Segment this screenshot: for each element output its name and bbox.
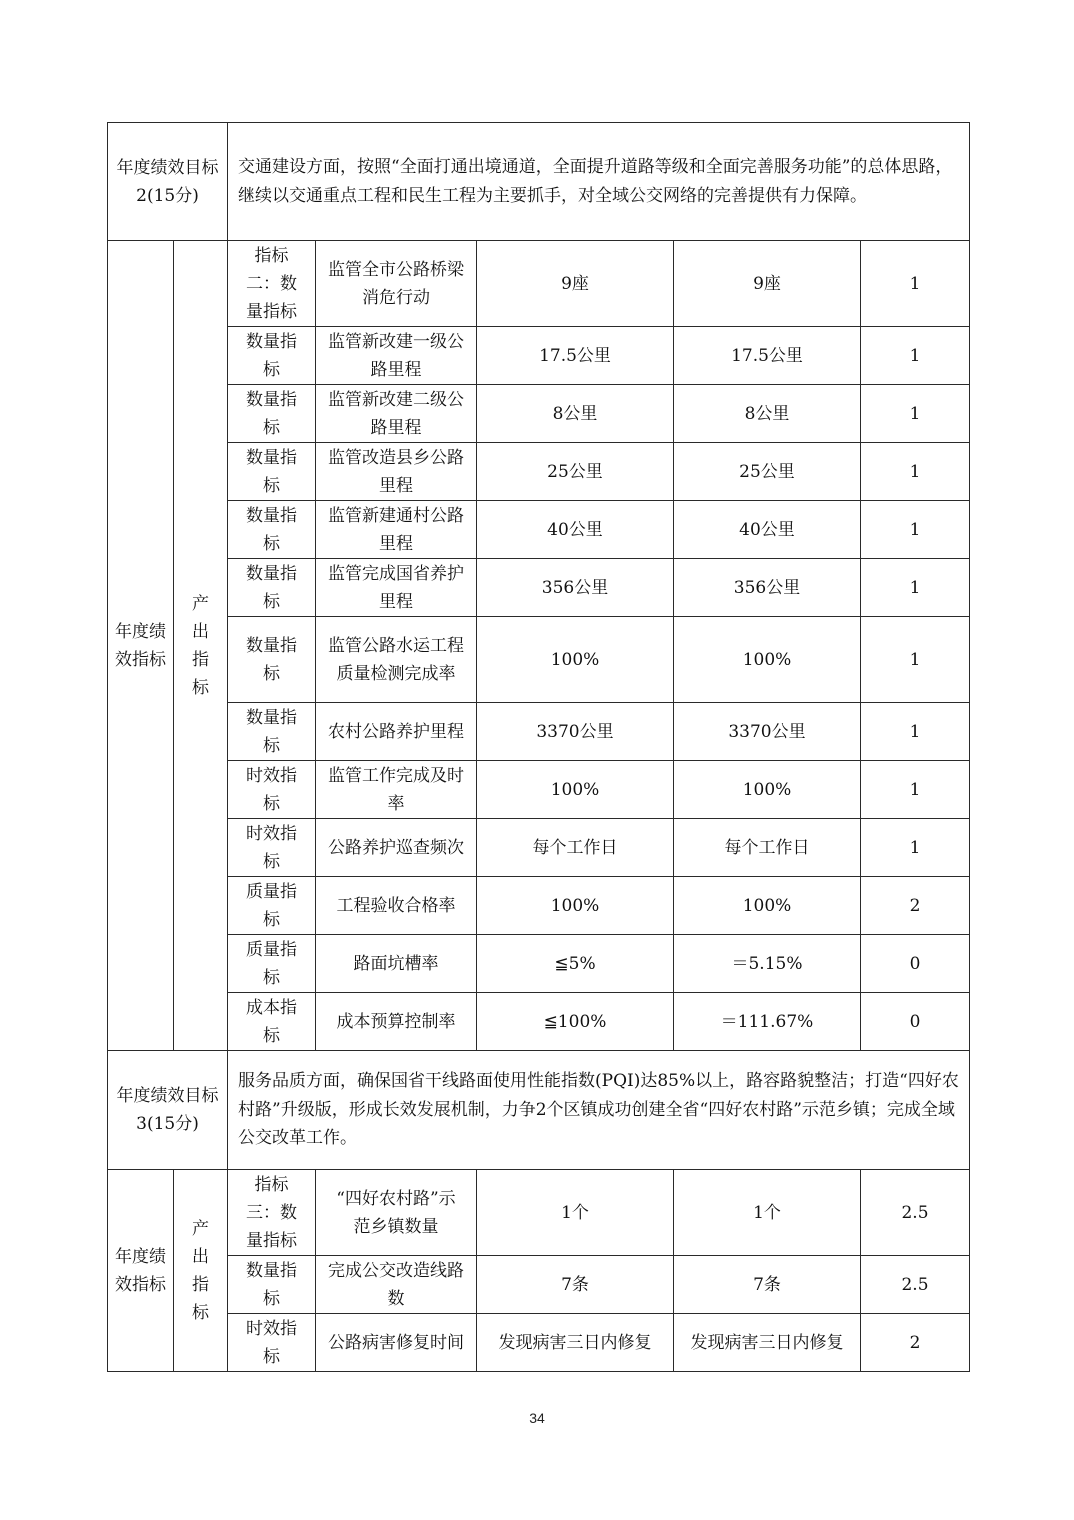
score-value: 1 [861, 819, 970, 877]
indicator-type: 数量指标 [228, 703, 316, 761]
target-value: 9座 [477, 241, 674, 327]
target-value: 8公里 [477, 385, 674, 443]
target-value: 每个工作日 [477, 819, 674, 877]
score-value: 2.5 [861, 1170, 970, 1256]
goal-row [108, 1051, 970, 1170]
score-value: 1 [861, 761, 970, 819]
indicator-name: 工程验收合格率 [316, 877, 477, 935]
target-value: 356公里 [477, 559, 674, 617]
target-value: 1个 [477, 1170, 674, 1256]
goal-description: 交通建设方面，按照“全面打通出境通道，全面提升道路等级和全面完善服务功能”的总体思路，继续以交通重点工程和民生工程为主要抓手，对全域公交网络的完善提供有力保障。 [228, 123, 970, 241]
score-value: 1 [861, 385, 970, 443]
indicator-name: 监管公路水运工程质量检测完成率 [316, 617, 477, 703]
target-value: 17.5公里 [477, 327, 674, 385]
performance-table [107, 122, 970, 1372]
actual-value: 9座 [674, 241, 861, 327]
score-value: 1 [861, 327, 970, 385]
score-value: 0 [861, 993, 970, 1051]
indicator-type: 时效指标 [228, 819, 316, 877]
indicator-name: “四好农村路”示范乡镇数量 [316, 1170, 477, 1256]
indicator-type: 成本指标 [228, 993, 316, 1051]
indicator-type: 质量指标 [228, 935, 316, 993]
goal-row [108, 123, 970, 241]
indicator-name: 路面坑槽率 [316, 935, 477, 993]
indicator-name: 成本预算控制率 [316, 993, 477, 1051]
indicator-name: 公路养护巡查频次 [316, 819, 477, 877]
indicator-name: 监管新改建二级公路里程 [316, 385, 477, 443]
target-value: 100% [477, 877, 674, 935]
indicator-row [108, 241, 970, 327]
score-value: 1 [861, 703, 970, 761]
target-value: 3370公里 [477, 703, 674, 761]
actual-value: 100% [674, 877, 861, 935]
score-value: 2 [861, 1314, 970, 1372]
score-value: 1 [861, 501, 970, 559]
target-value: 100% [477, 617, 674, 703]
indicator-row [108, 1314, 970, 1372]
actual-value: ＝111.67% [674, 993, 861, 1051]
goal-label: 年度绩效目标3(15分) [108, 1051, 228, 1170]
actual-value: 100% [674, 761, 861, 819]
indicator-name: 农村公路养护里程 [316, 703, 477, 761]
actual-value: 100% [674, 617, 861, 703]
indicator-name: 监管改造县乡公路里程 [316, 443, 477, 501]
score-value: 2.5 [861, 1256, 970, 1314]
indicator-type: 数量指标 [228, 327, 316, 385]
indicator-type: 时效指标 [228, 1314, 316, 1372]
target-value: 100% [477, 761, 674, 819]
actual-value: 每个工作日 [674, 819, 861, 877]
indicator-row [108, 327, 970, 385]
indicator-type: 指标二：数量指标 [228, 241, 316, 327]
actual-value: 1个 [674, 1170, 861, 1256]
indicator-type: 指标三：数量指标 [228, 1170, 316, 1256]
indicator-row [108, 761, 970, 819]
target-value: ≦100% [477, 993, 674, 1051]
indicator-row [108, 443, 970, 501]
actual-value: 发现病害三日内修复 [674, 1314, 861, 1372]
indicator-row [108, 993, 970, 1051]
target-value: 40公里 [477, 501, 674, 559]
actual-value: 7条 [674, 1256, 861, 1314]
target-value: ≦5% [477, 935, 674, 993]
target-value: 发现病害三日内修复 [477, 1314, 674, 1372]
indicator-row [108, 559, 970, 617]
score-value: 1 [861, 559, 970, 617]
indicator-type: 数量指标 [228, 559, 316, 617]
actual-value: 8公里 [674, 385, 861, 443]
page-number: 34 [529, 1410, 545, 1426]
indicator-row [108, 501, 970, 559]
actual-value: ＝5.15% [674, 935, 861, 993]
indicator-type: 质量指标 [228, 877, 316, 935]
actual-value: 25公里 [674, 443, 861, 501]
indicator-name: 完成公交改造线路数 [316, 1256, 477, 1314]
actual-value: 3370公里 [674, 703, 861, 761]
goal-description: 服务品质方面，确保国省干线路面使用性能指数(PQI)达85%以上，路容路貌整洁；打造“四好农村路”升级版，形成长效发展机制，力争2个区镇成功创建全省“四好农村路”示范乡镇；完成全域公交改革工作。 [228, 1051, 970, 1170]
indicator-type: 数量指标 [228, 385, 316, 443]
score-value: 1 [861, 241, 970, 327]
indicator-name: 监管全市公路桥梁消危行动 [316, 241, 477, 327]
indicator-type: 数量指标 [228, 1256, 316, 1314]
goal-label: 年度绩效目标2(15分) [108, 123, 228, 241]
category-cell: 年度绩效指标 [108, 241, 174, 1051]
score-value: 2 [861, 877, 970, 935]
indicator-name: 公路病害修复时间 [316, 1314, 477, 1372]
target-value: 25公里 [477, 443, 674, 501]
indicator-name: 监管完成国省养护里程 [316, 559, 477, 617]
actual-value: 17.5公里 [674, 327, 861, 385]
indicator-row [108, 935, 970, 993]
category-cell: 年度绩效指标 [108, 1170, 174, 1372]
target-value: 7条 [477, 1256, 674, 1314]
indicator-row [108, 703, 970, 761]
subcategory-cell: 产出指标 [174, 241, 228, 1051]
indicator-name: 监管新改建一级公路里程 [316, 327, 477, 385]
score-value: 0 [861, 935, 970, 993]
indicator-row [108, 1256, 970, 1314]
indicator-row [108, 877, 970, 935]
indicator-row [108, 1170, 970, 1256]
indicator-type: 时效指标 [228, 761, 316, 819]
indicator-row [108, 617, 970, 703]
indicator-row [108, 385, 970, 443]
actual-value: 40公里 [674, 501, 861, 559]
score-value: 1 [861, 617, 970, 703]
subcategory-cell: 产出指标 [174, 1170, 228, 1372]
indicator-type: 数量指标 [228, 443, 316, 501]
indicator-type: 数量指标 [228, 617, 316, 703]
indicator-row [108, 819, 970, 877]
indicator-name: 监管新建通村公路里程 [316, 501, 477, 559]
indicator-name: 监管工作完成及时率 [316, 761, 477, 819]
score-value: 1 [861, 443, 970, 501]
actual-value: 356公里 [674, 559, 861, 617]
indicator-type: 数量指标 [228, 501, 316, 559]
